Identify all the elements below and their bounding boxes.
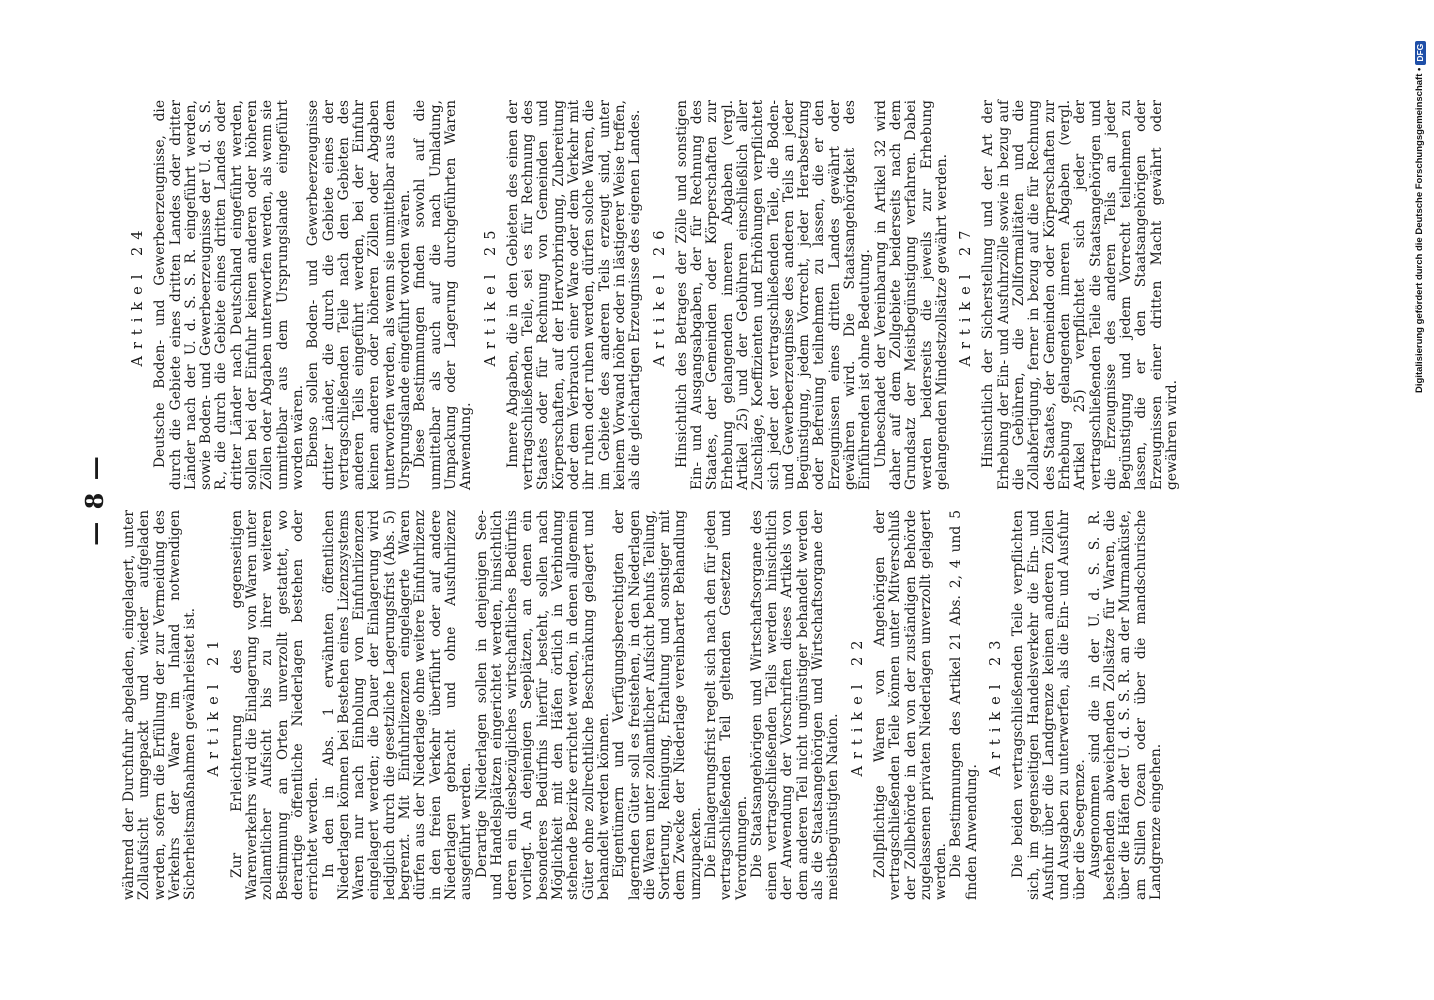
paragraph: Zur Erleichterung des gegenseitigen Warenverkehrs wird die Einlagerung von Waren unter zollamtlicher Aufsicht bis zu ihrer weiteren Bestimmung an Orten unverzollt gestattet, wo derartige öffentliche Niederlagen bestehen oder errichtet werden. bbox=[228, 510, 322, 900]
paragraph: Derartige Niederlagen sollen in denjenigen See- und Handelsplätzen eingerichtet werden, hinsichtlich deren ein diesbezügliches wirtschaftliches Bedürfnis vorliegt. An denjenigen Seeplätzen, an denen ein besonderes Bedürfnis hierfür besteht, sollen nach Möglichkeit mit den Häfen örtlich in Verbindung stehende Bezirke errichtet werden, in denen allgemein Güter ohne zollrechtliche Beschränkung gelagert und behandelt werden können. bbox=[473, 510, 612, 900]
paragraph: Die Staatsangehörigen und Wirtschaftsorgane des einen vertragschließenden Teils werden hinsichtlich der Anwendung der Vorschriften dieses Artikels von dem anderen Teil nicht ungünstiger behandelt werden als die Staatsangehörigen und Wirtschaftsorgane der meistbegünstigten Nation. bbox=[748, 510, 842, 900]
paragraph: Die beiden vertragschließenden Teile verpflichten sich, im gegenseitigen Handelsverkehr die Ein- und Ausfuhr über die Landgrenze keinen anderen Zöllen und Ausgaben zu unterwerfen, als die Ein- und Ausfuhr über die Seegrenze. bbox=[1010, 510, 1088, 900]
paragraph: Hinsichtlich der Sicherstellung und der Art der Erhebung der Ein- und Ausfuhrzölle sowie in bezug auf die Gebühren, die Zollformalitäten und die Zollabfertigung, ferner in bezug auf die für Rechnung des Staates, der Gemeinden oder Körperschaften zur Erhebung gelangenden inneren Abgaben (vergl. Artikel 25) verpflichtet sich jeder der vertragschließenden Teile die Staatsangehörigen und die Erzeugnisse des anderen Teils an jeder Begünstigung und jedem Vorrecht teilnehmen zu lassen, die er den Staatsangehörigen oder Erzeugnissen einer dritten Macht gewährt oder gewähren wird. bbox=[980, 100, 1180, 490]
paragraph: Diese Bestimmungen finden sowohl auf die unmittelbar als auch auf die nach Umladung, Umpackung oder Lagerung durchgeführten Waren Anwendung. bbox=[412, 100, 475, 490]
paragraph: Eigentümern und Verfügungsberechtigten der lagernden Güter soll es freistehen, in den Niederlagen die Waren unter zollamtlicher Aufsicht behufs Teilung, Sortierung, Reinigung, Erhaltung und sonstiger mit dem Zwecke der Niederlage vereinbarter Behandlung umzupacken. bbox=[611, 510, 704, 900]
paragraph: Deutsche Boden- und Gewerbeerzeugnisse, die durch die Gebiete eines dritten Landes oder dritter Länder nach der U. d. S. S. R. eingeführt werden, sowie Boden- und Gewerbeerzeugnisse der U. d. S. S. R., die durch die Gebiete eines dritten Landes oder dritter Länder nach Deutschland eingeführt werden, sollen bei der Einfuhr keinen anderen oder höheren Zöllen oder Abgaben unterworfen werden, als wenn sie unmittelbar aus dem Ursprungslande eingeführt worden wären. bbox=[152, 100, 306, 490]
page-number: — 8 — bbox=[80, 454, 109, 546]
side-attribution bbox=[1410, 8, 1430, 393]
attribution-label: Digitalisierung gefördert durch die Deutsche Forschungsgemeinschaft • bbox=[1414, 67, 1425, 393]
article-heading: Artikel 24 bbox=[130, 223, 146, 367]
paragraph: Die Bestimmungen des Artikel 21 Abs. 2, 4 und 5 finden Anwendung. bbox=[948, 510, 980, 900]
paragraph: während der Durchfuhr abgeladen, eingelagert, unter Zollaufsicht umgepackt und wieder aufgeladen werden, sofern die Erfüllung der zur Vermeidung des Verkehrs der Ware im Inland notwendigen Sicherheitsmaßnahmen gewährleistet ist. bbox=[121, 510, 199, 900]
article-heading: Artikel 25 bbox=[482, 223, 499, 367]
paragraph: Die Einlagerungsfrist regelt sich nach den für jeden vertragschließenden Teil geltenden Gesetzen und Verordnungen. bbox=[702, 510, 750, 900]
paragraph: Ebenso sollen Boden- und Gewerbeerzeugnisse dritter Länder, die durch die Gebiete eines der vertragschließenden Teile nach den Gebieten des anderen Teils eingeführt werden, bei der Einfuhr keinen anderen oder höheren Zöllen oder Abgaben unterworfen werden, als wenn sie unmittelbar aus dem Ursprungslande eingeführt worden wären. bbox=[305, 100, 414, 490]
article-heading: Artikel 23 bbox=[988, 633, 1005, 777]
left-column bbox=[122, 510, 1164, 900]
dfg-logo: DFG bbox=[1415, 41, 1426, 65]
paragraph: Zollpflichtige Waren von Angehörigen der vertragschließenden Teile können unter Mitverschluß der Zollbehörde in den von der zuständigen Behörde zugelassenen privaten Niederlagen unverzollt gelagert werden. bbox=[871, 510, 950, 900]
right-column bbox=[122, 100, 1180, 490]
article-heading: Artikel 26 bbox=[651, 223, 668, 367]
paragraph: Hinsichtlich des Betrages der Zölle und sonstigen Ein- und Ausgangsabgaben, der für Rechnung des Staates, der Gemeinden oder Körperschaften zur Erhebung gelangenden inneren Abgaben (vergl. Artikel 25) und der Gebühren einschließlich aller Zuschläge, Koeffizienten und Erhöhungen verpflichtet sich jeder der vertragschließenden Teile, die Boden- und Gewerbeerzeugnisse des anderen Teils an jeder Begünstigung, jedem Vorrecht, jeder Herabsetzung oder Befreiung teilnehmen zu lassen, die er den Erzeugnissen eines dritten Landes gewährt oder gewähren wird. Die Staatsangehörigkeit des Einführenden ist ohne Bedeutung. bbox=[673, 100, 874, 490]
article-heading: Artikel 21 bbox=[206, 633, 223, 777]
side-attribution-text bbox=[1410, 8, 1430, 393]
paragraph: Ausgenommen sind die in der U. d. S. S. R. bestehenden abweichenden Zollsätze für Waren, die über die Häfen der U. d. S. S. R. an der Murmanküste, am Stillen Ozean oder über die mandschurische Landgrenze eingehen. bbox=[1086, 510, 1164, 900]
article-heading: Artikel 27 bbox=[958, 223, 975, 367]
paragraph: Innere Abgaben, die in den Gebieten des einen der vertragschließenden Teile, sei es für Rechnung des Staates oder für Rechnung von Gemeinden und Körperschaften, auf der Hervorbringung, Zubereitung oder dem Verbrauch einer Ware oder dem Verkehr mit ihr ruhen oder ruhen werden, dürfen solche Waren, die im Gebiete des anderen Teils erzeugt sind, unter keinem Vorwand höher oder in lästigerer Weise treffen, als die gleichartigen Erzeugnisse des eigenen Landes. bbox=[504, 100, 644, 490]
paragraph: Unbeschadet der Vereinbarung in Artikel 32 wird daher auf dem Zollgebiete beiderseits nach dem Grundsatz der Meistbegünstigung verfahren. Dabei werden beiderseits die jeweils zur Erhebung gelangenden Mindestzollsätze gewährt werden. bbox=[872, 100, 950, 490]
article-heading: Artikel 22 bbox=[849, 633, 866, 777]
paragraph: In den in Abs. 1 erwähnten öffentlichen Niederlagen können bei Bestehen eines Lizenzsystems Waren nur nach Einholung von Einfuhrlizenzen eingelagert werden; die Dauer der Einlagerung wird lediglich durch die gesetzliche Lagerungsfrist (Abs. 5) begrenzt. Mit Einfuhrlizenzen eingelagerte Waren dürfen aus der Niederlage ohne weitere Einfuhrlizenz in den freien Verkehr überführt oder auf andere Niederlagen gebracht und ohne Ausfuhrlizenz ausgeführt werden. bbox=[320, 510, 475, 900]
